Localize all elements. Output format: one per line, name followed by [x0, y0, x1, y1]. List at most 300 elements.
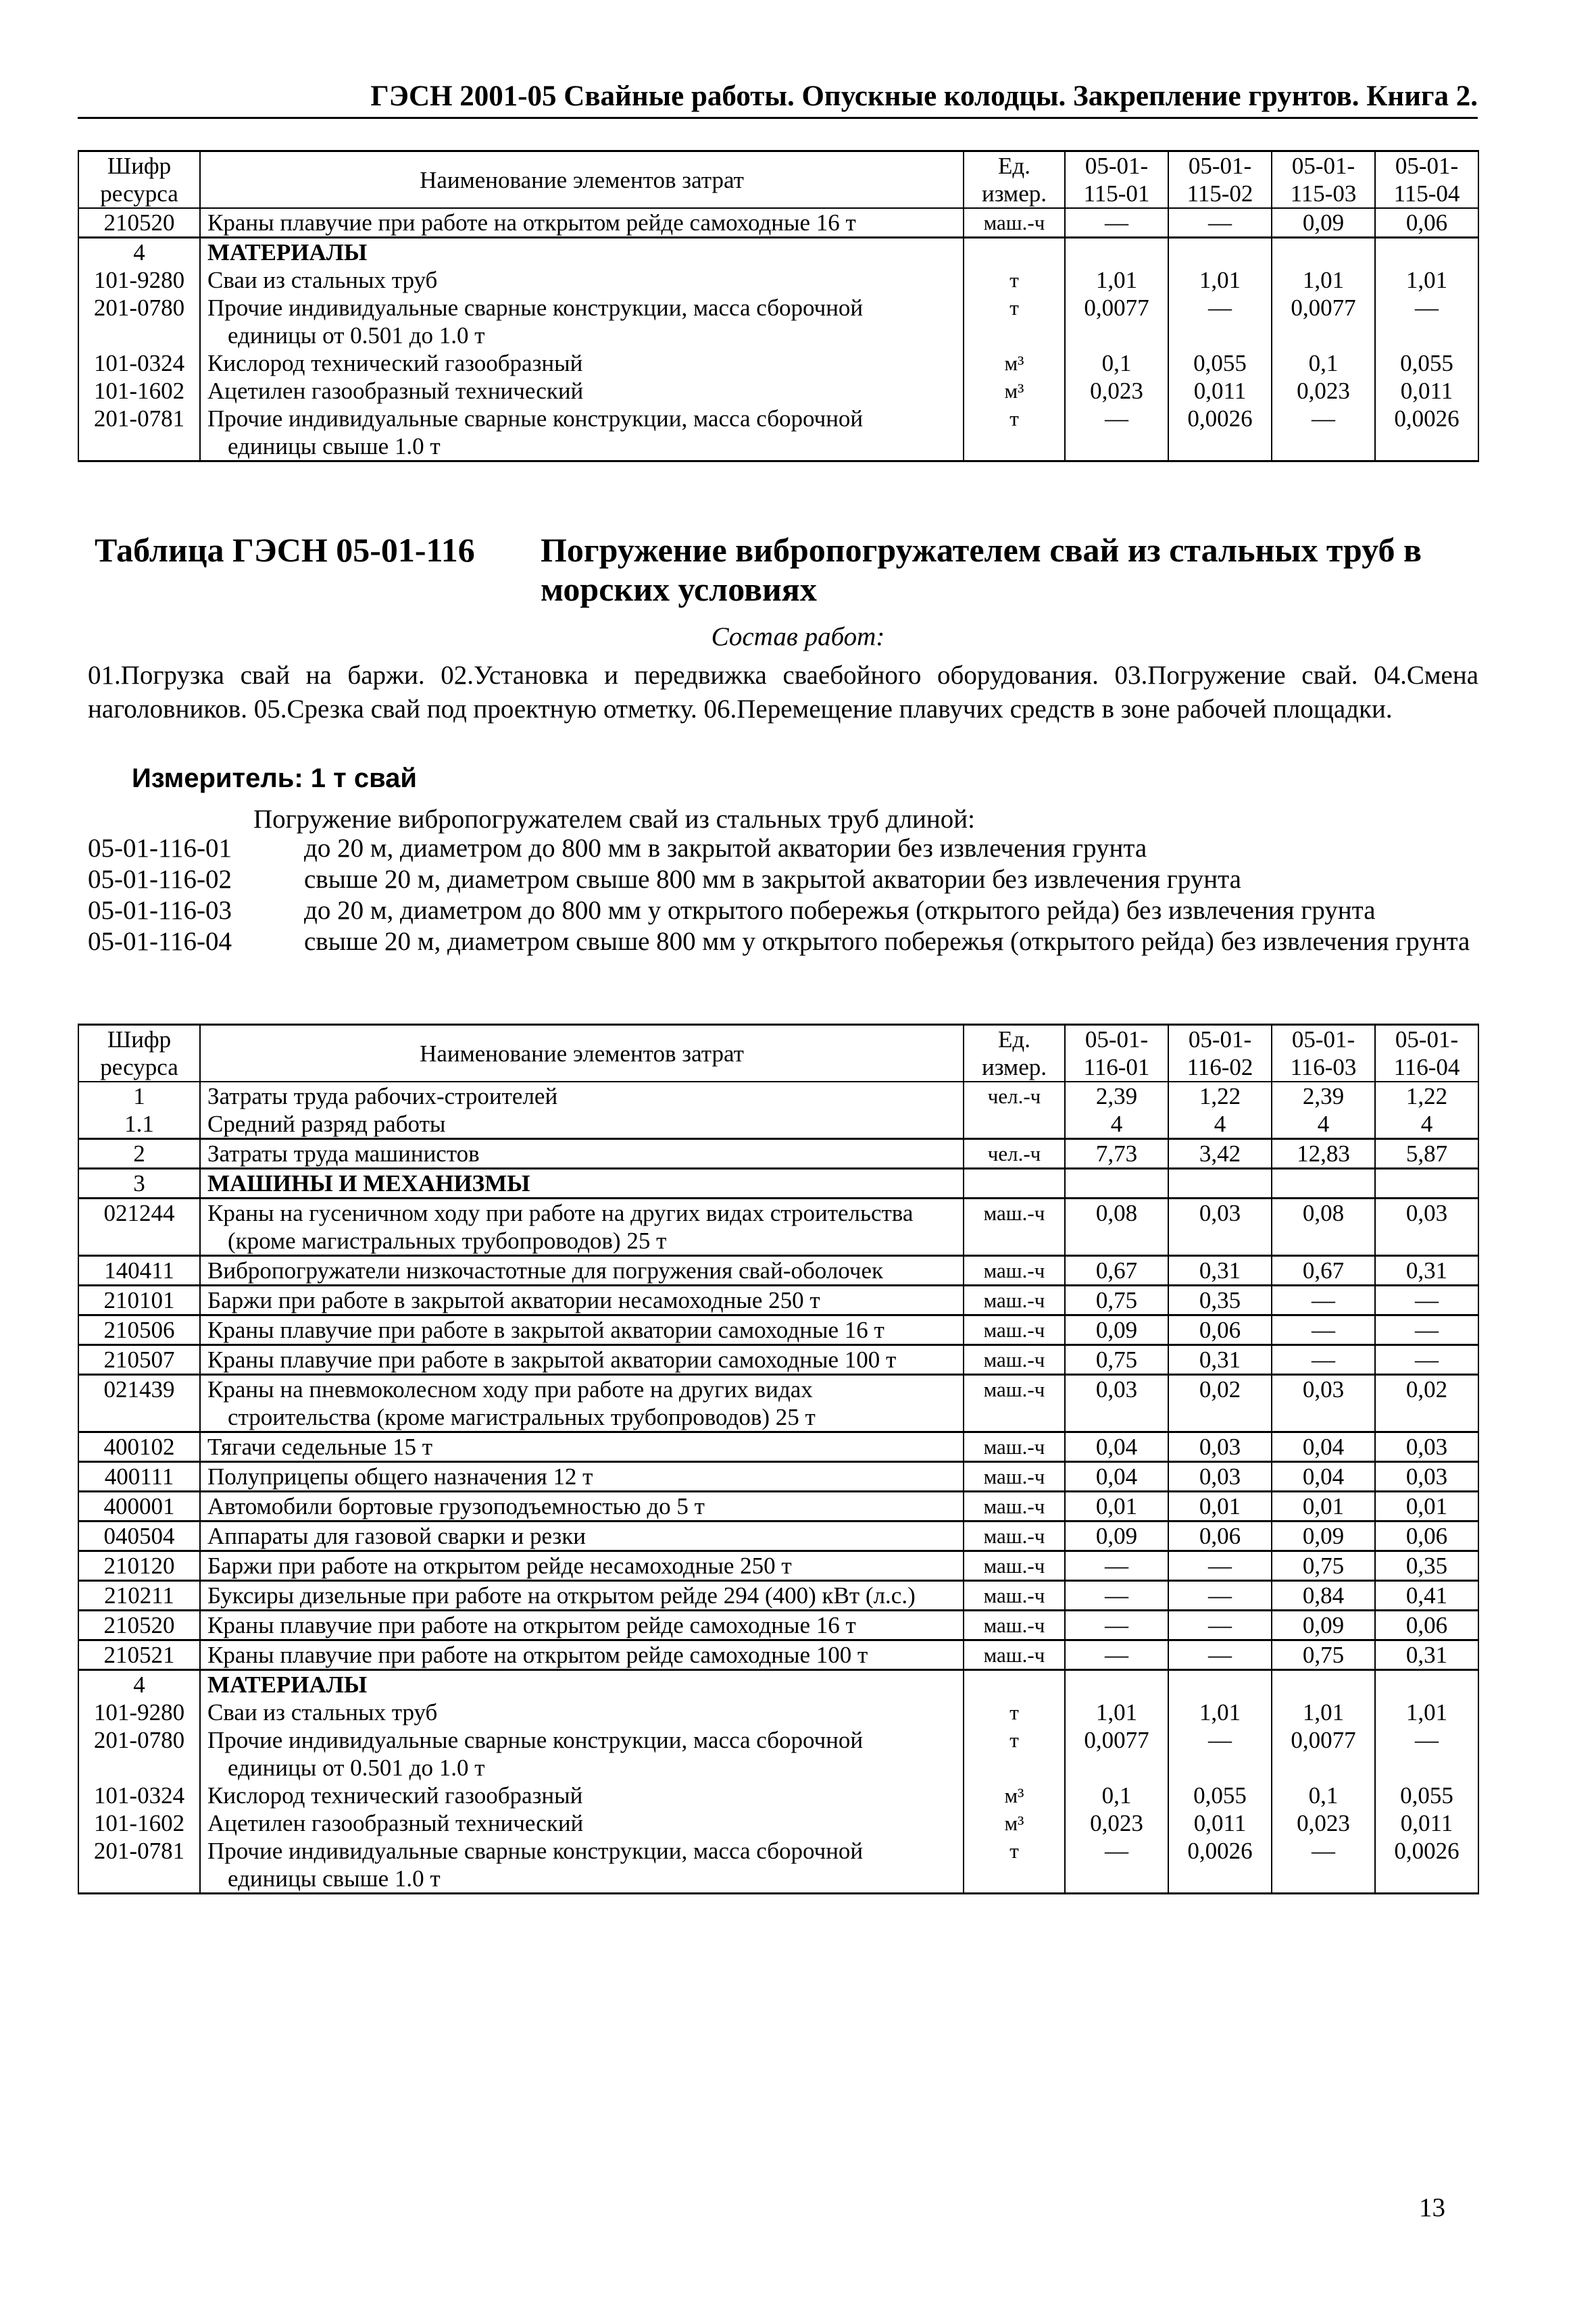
resource-name: [200, 405, 964, 461]
col-header-var-1: 05-01-116-01: [1065, 1025, 1168, 1082]
value-var-2: —: [1168, 1640, 1272, 1670]
resource-name-line: Кислород технический газообразный: [207, 350, 583, 376]
col-header-var-2: 05-01-115-02: [1168, 151, 1272, 209]
resource-unit: т: [964, 1699, 1065, 1726]
table-row: [78, 238, 1478, 267]
value-var-4: 0,06: [1375, 1611, 1478, 1640]
table-row: [78, 1199, 1478, 1256]
table-row: [78, 1809, 1478, 1837]
resource-name: [200, 1809, 964, 1837]
resource-unit: м³: [964, 1782, 1065, 1809]
col-header-var-3: 05-01-115-03: [1272, 151, 1375, 209]
value-var-3: 0,84: [1272, 1581, 1375, 1611]
table-row: [78, 266, 1478, 294]
resource-unit: маш.-ч: [964, 1345, 1065, 1375]
value-var-3: 4: [1272, 1110, 1375, 1139]
value-var-4: 0,055: [1375, 1782, 1478, 1809]
value-var-3: 0,75: [1272, 1551, 1375, 1581]
value-var-3: 1,01: [1272, 1699, 1375, 1726]
value-var-1: 4: [1065, 1110, 1168, 1139]
resource-code: 210521: [78, 1640, 200, 1670]
value-var-1: 0,04: [1065, 1432, 1168, 1462]
resource-code: 210520: [78, 208, 200, 238]
resource-name: [200, 266, 964, 294]
resource-code: 140411: [78, 1256, 200, 1286]
variants-list: [88, 833, 1487, 957]
resource-code: 2: [78, 1139, 200, 1169]
value-var-2: 3,42: [1168, 1139, 1272, 1169]
table-row: [78, 1699, 1478, 1726]
resource-name-cont: (кроме магистральных трубопроводов) 25 т: [228, 1228, 667, 1254]
value-var-2: 0,02: [1168, 1375, 1272, 1432]
variant-desc: свыше 20 м, диаметром свыше 800 мм в закрытой акватории без извлечения грунта: [304, 865, 1241, 894]
value-var-2: 0,35: [1168, 1286, 1272, 1315]
variant-desc: свыше 20 м, диаметром свыше 800 мм у открытого побережья (открытого рейда) без извлечения грунта: [304, 927, 1470, 956]
value-var-4: 1,01: [1375, 266, 1478, 294]
resource-name-cont: единицы свыше 1.0 т: [228, 1865, 441, 1892]
resource-name: [200, 1699, 964, 1726]
value-var-1: 0,03: [1065, 1375, 1168, 1432]
value-var-2: —: [1168, 208, 1272, 238]
value-var-3: —: [1272, 1837, 1375, 1894]
resource-name: [200, 1462, 964, 1492]
resource-name: [200, 1640, 964, 1670]
resource-code: 400001: [78, 1492, 200, 1521]
table-row: [78, 1640, 1478, 1670]
value-var-4: 0,0026: [1375, 1837, 1478, 1894]
resource-unit: маш.-ч: [964, 1462, 1065, 1492]
value-var-4: 4: [1375, 1110, 1478, 1139]
value-var-4: —: [1375, 1315, 1478, 1345]
resource-name-line: МАТЕРИАЛЫ: [207, 1671, 368, 1698]
value-var-1: —: [1065, 1551, 1168, 1581]
value-var-2: 0,03: [1168, 1462, 1272, 1492]
table-row: [78, 1082, 1478, 1110]
value-var-4: 0,03: [1375, 1432, 1478, 1462]
resource-name: [200, 1139, 964, 1169]
value-var-3: 0,67: [1272, 1256, 1375, 1286]
resource-code: 4: [78, 238, 200, 267]
resource-code: 101-0324: [78, 1782, 200, 1809]
value-var-4: 0,06: [1375, 1521, 1478, 1551]
value-var-3: 0,04: [1272, 1432, 1375, 1462]
value-var-4: 0,35: [1375, 1551, 1478, 1581]
table-row: [78, 1375, 1478, 1432]
value-var-4: 0,01: [1375, 1492, 1478, 1521]
resource-unit: маш.-ч: [964, 1492, 1065, 1521]
resource-code: 201-0780: [78, 294, 200, 349]
resource-name: [200, 1521, 964, 1551]
resource-unit: т: [964, 266, 1065, 294]
table-row: [78, 1837, 1478, 1894]
table-row: [78, 1611, 1478, 1640]
resource-name-line: Средний разряд работы: [207, 1111, 446, 1137]
variant-code: 05-01-116-01: [88, 834, 232, 863]
resource-code: 210520: [78, 1611, 200, 1640]
resource-name-line: Вибропогружатели низкочастотные для погружения свай-оболочек: [207, 1257, 884, 1284]
table-row: [78, 1139, 1478, 1169]
value-var-4: 0,0026: [1375, 405, 1478, 461]
value-var-3: 0,75: [1272, 1640, 1375, 1670]
value-var-3: 0,04: [1272, 1462, 1375, 1492]
resource-code: 101-1602: [78, 377, 200, 405]
value-var-3: 0,1: [1272, 1782, 1375, 1809]
resource-name-line: Краны плавучие при работе на открытом рейде самоходные 100 т: [207, 1642, 868, 1668]
resource-name: [200, 238, 964, 267]
table-row: [78, 1782, 1478, 1809]
composition-heading: Состав работ:: [711, 622, 885, 651]
value-var-4: 0,31: [1375, 1640, 1478, 1670]
value-var-2: 0,0026: [1168, 1837, 1272, 1894]
resource-code: 101-9280: [78, 266, 200, 294]
table-row: [78, 1169, 1478, 1199]
resource-name-line: Прочие индивидуальные сварные конструкции, масса сборочной: [207, 1838, 864, 1864]
resource-code: 101-1602: [78, 1809, 200, 1837]
value-var-4: 5,87: [1375, 1139, 1478, 1169]
resource-name-line: Баржи при работе на открытом рейде несамоходные 250 т: [207, 1553, 792, 1579]
value-var-1: —: [1065, 1611, 1168, 1640]
resource-name-line: Сваи из стальных труб: [207, 267, 438, 293]
resource-code: 4: [78, 1670, 200, 1699]
resource-name: [200, 1782, 964, 1809]
table-row: [78, 1670, 1478, 1699]
value-var-4: 0,02: [1375, 1375, 1478, 1432]
table-row: [78, 1286, 1478, 1315]
resource-name: [200, 377, 964, 405]
table-row: [78, 1492, 1478, 1521]
resource-name: [200, 1169, 964, 1199]
resource-name: [200, 1837, 964, 1894]
variant-desc: до 20 м, диаметром до 800 мм в закрытой акватории без извлечения грунта: [304, 834, 1147, 863]
table-row: [78, 1432, 1478, 1462]
resource-name: [200, 1082, 964, 1110]
value-var-2: 0,31: [1168, 1256, 1272, 1286]
value-var-3: 1,01: [1272, 266, 1375, 294]
resource-unit: маш.-ч: [964, 1286, 1065, 1315]
resource-code: 021439: [78, 1375, 200, 1432]
resource-unit: маш.-ч: [964, 1640, 1065, 1670]
table-row: [78, 1345, 1478, 1375]
value-var-2: 1,01: [1168, 1699, 1272, 1726]
value-var-1: 1,01: [1065, 266, 1168, 294]
resource-table-115: [78, 150, 1479, 462]
resource-code: 021244: [78, 1199, 200, 1256]
value-var-4: [1375, 238, 1478, 267]
resource-code: 3: [78, 1169, 200, 1199]
value-var-2: —: [1168, 1581, 1272, 1611]
page-number: 13: [1419, 2193, 1445, 2222]
value-var-2: 0,055: [1168, 349, 1272, 377]
resource-unit: маш.-ч: [964, 1315, 1065, 1345]
resource-name: [200, 1110, 964, 1139]
table-row: [78, 1521, 1478, 1551]
col-header-name: Наименование элементов затрат: [200, 151, 964, 209]
value-var-2: —: [1168, 1726, 1272, 1782]
col-header-unit: Ед. измер.: [964, 151, 1065, 209]
resource-name-line: Краны плавучие при работе в закрытой акватории самоходные 100 т: [207, 1347, 897, 1373]
list-item: [88, 864, 1487, 895]
resource-name: [200, 294, 964, 349]
table-row: [78, 1726, 1478, 1782]
value-var-3: 0,1: [1272, 349, 1375, 377]
resource-unit: чел.-ч: [964, 1139, 1065, 1169]
list-item: [88, 895, 1487, 926]
value-var-3: 2,39: [1272, 1082, 1375, 1110]
value-var-1: 0,023: [1065, 1809, 1168, 1837]
list-item: [88, 833, 1487, 864]
value-var-1: —: [1065, 208, 1168, 238]
resource-name-cont: строительства (кроме магистральных трубопроводов) 25 т: [228, 1404, 816, 1430]
col-header-unit: Ед. измер.: [964, 1025, 1065, 1082]
resource-code: 201-0781: [78, 1837, 200, 1894]
resource-name: [200, 1492, 964, 1521]
resource-name: [200, 1432, 964, 1462]
page-header: ГЭСН 2001-05 Свайные работы. Опускные колодцы. Закрепление грунтов. Книга 2.: [78, 80, 1478, 119]
value-var-3: 0,09: [1272, 1521, 1375, 1551]
value-var-1: 7,73: [1065, 1139, 1168, 1169]
value-var-3: 0,09: [1272, 208, 1375, 238]
resource-unit: [964, 1670, 1065, 1699]
value-var-4: 1,01: [1375, 1699, 1478, 1726]
value-var-1: 0,023: [1065, 377, 1168, 405]
table-row: [78, 349, 1478, 377]
value-var-3: [1272, 1169, 1375, 1199]
resource-name-line: Полуприцепы общего назначения 12 т: [207, 1463, 593, 1490]
value-var-4: —: [1375, 1345, 1478, 1375]
value-var-2: 0,01: [1168, 1492, 1272, 1521]
resource-unit: [964, 238, 1065, 267]
resource-code: 201-0780: [78, 1726, 200, 1782]
value-var-2: 0,055: [1168, 1782, 1272, 1809]
resource-name-line: Прочие индивидуальные сварные конструкции, масса сборочной: [207, 405, 864, 432]
resource-name-line: Сваи из стальных труб: [207, 1699, 438, 1726]
resource-name: [200, 1315, 964, 1345]
table-row: [78, 208, 1478, 238]
value-var-2: 0,011: [1168, 1809, 1272, 1837]
col-header-code: Шифр ресурса: [78, 1025, 200, 1082]
col-header-var-1: 05-01-115-01: [1065, 151, 1168, 209]
resource-name: [200, 1611, 964, 1640]
resource-name: [200, 1581, 964, 1611]
value-var-2: 0,06: [1168, 1315, 1272, 1345]
value-var-3: —: [1272, 1315, 1375, 1345]
resource-unit: маш.-ч: [964, 1256, 1065, 1286]
value-var-2: 0,0026: [1168, 405, 1272, 461]
resource-unit: м³: [964, 1809, 1065, 1837]
value-var-1: 0,08: [1065, 1199, 1168, 1256]
value-var-3: —: [1272, 1345, 1375, 1375]
list-item: [88, 926, 1487, 957]
table-row: [78, 1256, 1478, 1286]
table-row: [78, 1581, 1478, 1611]
value-var-3: 0,01: [1272, 1492, 1375, 1521]
resource-unit: маш.-ч: [964, 1551, 1065, 1581]
value-var-3: 12,83: [1272, 1139, 1375, 1169]
col-header-var-4: 05-01-115-04: [1375, 151, 1478, 209]
value-var-4: —: [1375, 1286, 1478, 1315]
resource-code: 400111: [78, 1462, 200, 1492]
resource-name: [200, 1345, 964, 1375]
value-var-4: 0,03: [1375, 1199, 1478, 1256]
resource-name-line: Прочие индивидуальные сварные конструкции, масса сборочной: [207, 1727, 864, 1753]
value-var-3: 0,023: [1272, 1809, 1375, 1837]
col-header-code: Шифр ресурса: [78, 151, 200, 209]
resource-unit: маш.-ч: [964, 1581, 1065, 1611]
value-var-4: 0,011: [1375, 377, 1478, 405]
resource-code: 040504: [78, 1521, 200, 1551]
resource-name-line: МАШИНЫ И МЕХАНИЗМЫ: [207, 1170, 530, 1197]
value-var-2: 4: [1168, 1110, 1272, 1139]
resource-unit: [964, 1110, 1065, 1139]
value-var-2: 1,01: [1168, 266, 1272, 294]
col-header-var-4: 05-01-116-04: [1375, 1025, 1478, 1082]
resource-code: 210120: [78, 1551, 200, 1581]
col-header-var-2: 05-01-116-02: [1168, 1025, 1272, 1082]
variant-code: 05-01-116-03: [88, 896, 232, 925]
resource-unit: маш.-ч: [964, 208, 1065, 238]
col-header-var-3: 05-01-116-03: [1272, 1025, 1375, 1082]
col-header-name: Наименование элементов затрат: [200, 1025, 964, 1082]
resource-unit: [964, 1169, 1065, 1199]
value-var-2: 0,03: [1168, 1199, 1272, 1256]
resource-unit: м³: [964, 349, 1065, 377]
resource-unit: чел.-ч: [964, 1082, 1065, 1110]
value-var-2: —: [1168, 1551, 1272, 1581]
value-var-2: [1168, 1169, 1272, 1199]
value-var-1: [1065, 1169, 1168, 1199]
resource-unit: маш.-ч: [964, 1432, 1065, 1462]
value-var-3: 0,023: [1272, 377, 1375, 405]
resource-name: [200, 1256, 964, 1286]
resource-code: 101-9280: [78, 1699, 200, 1726]
resource-name: [200, 1726, 964, 1782]
value-var-4: 1,22: [1375, 1082, 1478, 1110]
resource-name-line: МАТЕРИАЛЫ: [207, 239, 368, 266]
resource-unit: т: [964, 294, 1065, 349]
value-var-4: 0,06: [1375, 208, 1478, 238]
table-title-number: Таблица ГЭСН 05-01-116: [95, 531, 475, 569]
value-var-1: 0,1: [1065, 1782, 1168, 1809]
resource-unit: т: [964, 1726, 1065, 1782]
value-var-3: [1272, 1670, 1375, 1699]
resource-name-line: Аппараты для газовой сварки и резки: [207, 1523, 586, 1549]
resource-name: [200, 1286, 964, 1315]
resource-name-line: Краны плавучие при работе на открытом рейде самоходные 16 т: [207, 209, 856, 236]
resource-name-line: Краны на пневмоколесном ходу при работе на других видах: [207, 1376, 813, 1403]
value-var-4: 0,03: [1375, 1462, 1478, 1492]
value-var-4: 0,41: [1375, 1581, 1478, 1611]
resource-name: [200, 208, 964, 238]
resource-name-line: Краны плавучие при работе на открытом рейде самоходные 16 т: [207, 1612, 856, 1638]
resource-name-line: Кислород технический газообразный: [207, 1782, 583, 1809]
variant-code: 05-01-116-02: [88, 865, 232, 894]
value-var-3: [1272, 238, 1375, 267]
resource-name-line: Ацетилен газообразный технический: [207, 378, 584, 404]
resource-name-line: Автомобили бортовые грузоподъемностью до 5 т: [207, 1493, 705, 1519]
value-var-4: 0,011: [1375, 1809, 1478, 1837]
value-var-1: 1,01: [1065, 1699, 1168, 1726]
value-var-2: —: [1168, 1611, 1272, 1640]
table-row: [78, 294, 1478, 349]
resource-code: 1: [78, 1082, 200, 1110]
value-var-2: 0,31: [1168, 1345, 1272, 1375]
value-var-4: —: [1375, 294, 1478, 349]
value-var-3: 0,0077: [1272, 1726, 1375, 1782]
resource-name-line: Буксиры дизельные при работе на открытом рейде 294 (400) кВт (л.с.): [207, 1582, 916, 1609]
resource-unit: маш.-ч: [964, 1375, 1065, 1432]
value-var-1: 0,1: [1065, 349, 1168, 377]
resource-unit: м³: [964, 377, 1065, 405]
value-var-2: [1168, 1670, 1272, 1699]
value-var-2: [1168, 238, 1272, 267]
value-var-1: —: [1065, 1837, 1168, 1894]
resource-name-line: Краны плавучие при работе в закрытой акватории самоходные 16 т: [207, 1317, 884, 1343]
composition-text: 01.Погрузка свай на баржи. 02.Установка и передвижка сваебойного оборудования. 03.Погружение свай. 04.Смена наголовников. 05.Срезка свай под проектную отметку. 06.Перемещение плавучих средств в зоне рабочей площадки.: [88, 661, 1478, 724]
value-var-2: 0,011: [1168, 377, 1272, 405]
resource-code: 210101: [78, 1286, 200, 1315]
value-var-1: —: [1065, 405, 1168, 461]
value-var-1: —: [1065, 1640, 1168, 1670]
resource-code: 201-0781: [78, 405, 200, 461]
table-row: [78, 1462, 1478, 1492]
resource-name-line: Ацетилен газообразный технический: [207, 1810, 584, 1836]
resource-code: 210211: [78, 1581, 200, 1611]
resource-table-116: [78, 1024, 1479, 1894]
resource-code: 210506: [78, 1315, 200, 1345]
resource-unit: т: [964, 1837, 1065, 1894]
resource-name-cont: единицы от 0.501 до 1.0 т: [228, 322, 485, 349]
resource-unit: маш.-ч: [964, 1199, 1065, 1256]
value-var-2: —: [1168, 294, 1272, 349]
value-var-3: —: [1272, 405, 1375, 461]
value-var-1: 0,01: [1065, 1492, 1168, 1521]
value-var-1: [1065, 1670, 1168, 1699]
resource-name-line: Баржи при работе в закрытой акватории несамоходные 250 т: [207, 1287, 820, 1313]
resource-name-cont: единицы от 0.501 до 1.0 т: [228, 1755, 485, 1781]
resource-name: [200, 1375, 964, 1432]
resource-unit: т: [964, 405, 1065, 461]
table-row: [78, 1551, 1478, 1581]
value-var-3: 0,08: [1272, 1199, 1375, 1256]
resource-name-cont: единицы свыше 1.0 т: [228, 433, 441, 459]
value-var-4: [1375, 1169, 1478, 1199]
value-var-1: 0,04: [1065, 1462, 1168, 1492]
value-var-3: 0,03: [1272, 1375, 1375, 1432]
resource-unit: маш.-ч: [964, 1611, 1065, 1640]
value-var-3: —: [1272, 1286, 1375, 1315]
value-var-1: 0,75: [1065, 1286, 1168, 1315]
resource-name-line: Краны на гусеничном ходу при работе на других видах строительства: [207, 1200, 914, 1226]
resource-name-line: Прочие индивидуальные сварные конструкции, масса сборочной: [207, 295, 864, 321]
resource-name: [200, 1199, 964, 1256]
value-var-1: 2,39: [1065, 1082, 1168, 1110]
variant-desc: до 20 м, диаметром до 800 мм у открытого побережья (открытого рейда) без извлечения грунта: [304, 896, 1376, 925]
value-var-1: 0,09: [1065, 1315, 1168, 1345]
table-row: [78, 1315, 1478, 1345]
value-var-2: 0,06: [1168, 1521, 1272, 1551]
resource-code: 101-0324: [78, 349, 200, 377]
value-var-1: 0,75: [1065, 1345, 1168, 1375]
resource-name-line: Затраты труда рабочих-строителей: [207, 1083, 558, 1109]
resource-name-line: Затраты труда машинистов: [207, 1140, 480, 1167]
value-var-4: 0,31: [1375, 1256, 1478, 1286]
resource-name-line: Тягачи седельные 15 т: [207, 1434, 433, 1460]
value-var-1: —: [1065, 1581, 1168, 1611]
value-var-1: 0,67: [1065, 1256, 1168, 1286]
value-var-2: 0,03: [1168, 1432, 1272, 1462]
table-row: [78, 405, 1478, 461]
value-var-4: [1375, 1670, 1478, 1699]
